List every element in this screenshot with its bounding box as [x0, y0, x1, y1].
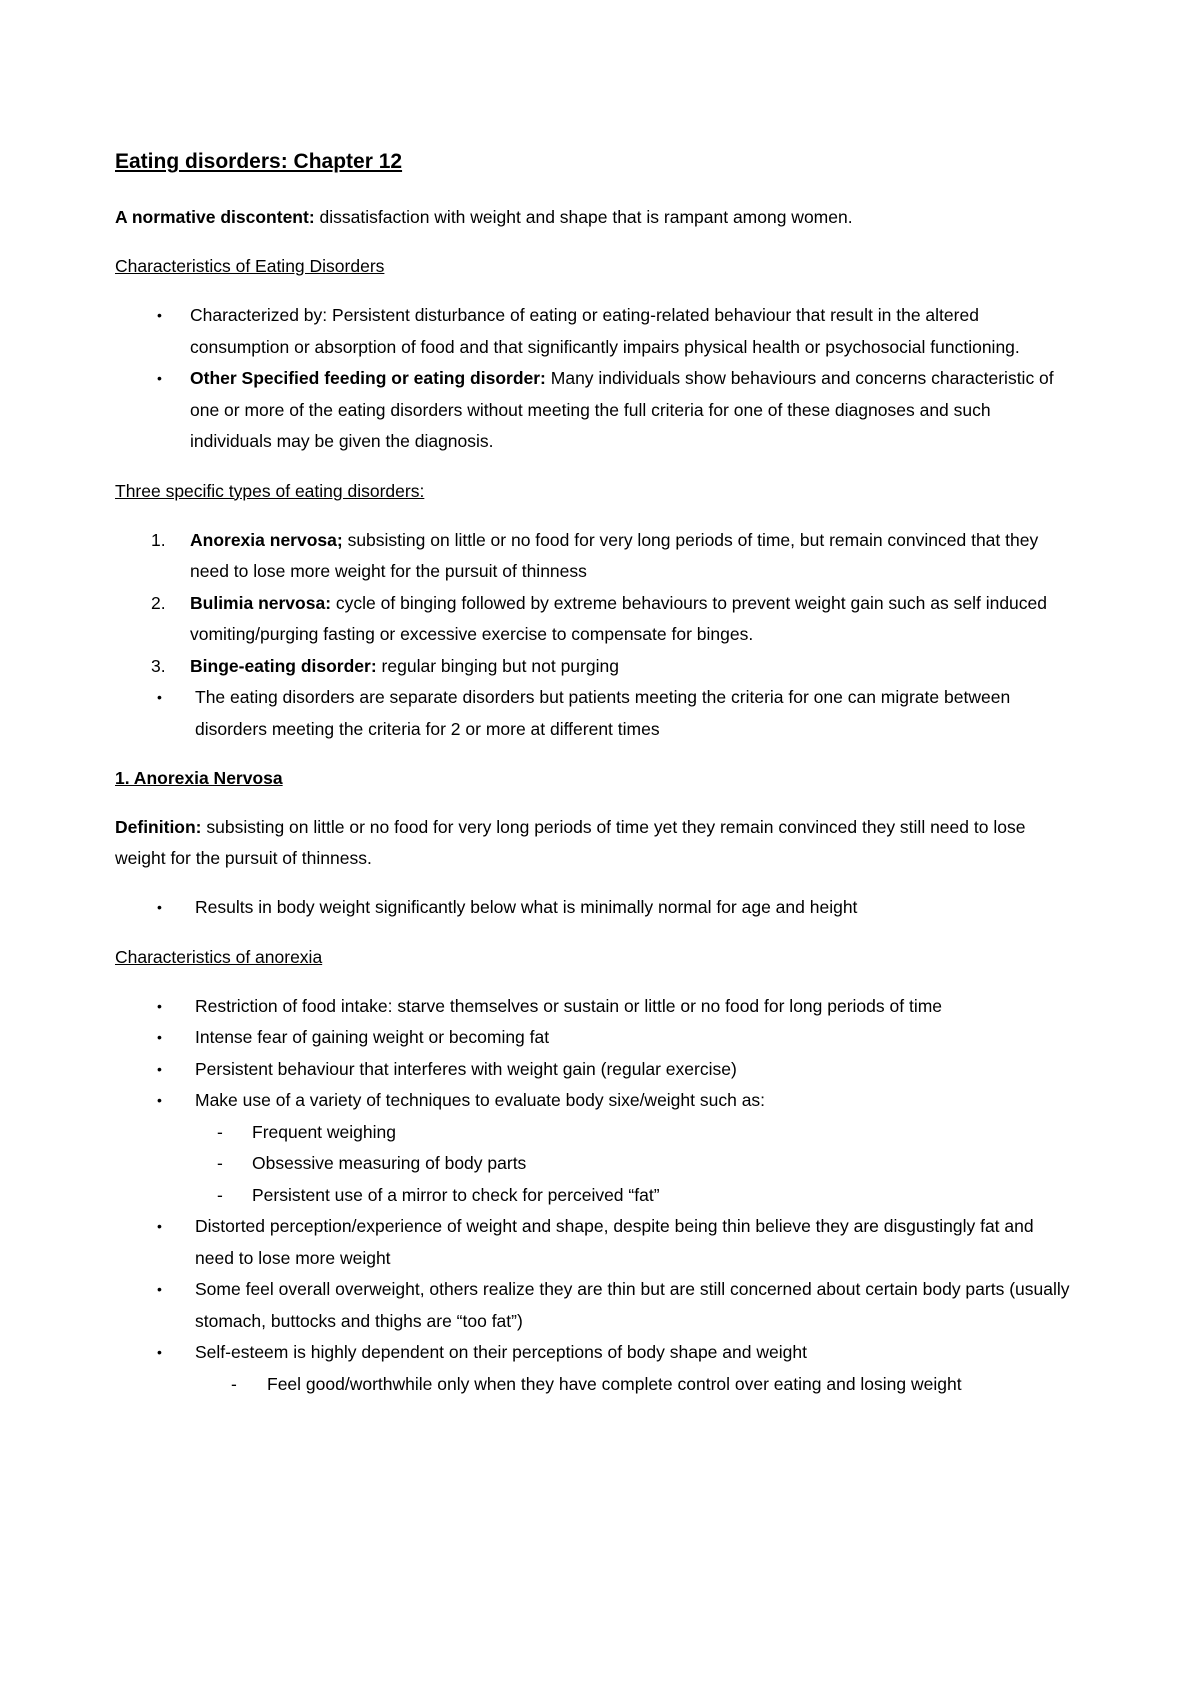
dash-marker: -	[217, 1184, 223, 1205]
list-item	[115, 892, 1075, 924]
list-item	[115, 1085, 1075, 1117]
bullet-icon: •	[157, 689, 162, 705]
item-text: Persistent disturbance of eating or eating-related behaviour that result in the altered consumption or absorption of food and that significantly impairs physical health or psychosocial functioning.	[190, 305, 1020, 357]
item-text: cycle of binging followed by extreme behaviours to prevent weight gain such as self induced vomiting/purging fasting or excessive exercise to compensate for binges.	[190, 592, 1048, 644]
normative-text: dissatisfaction with weight and shape that is rampant among women.	[314, 207, 853, 227]
item-text: Feel good/worthwhile only when they have complete control over eating and losing weight	[267, 1373, 962, 1394]
item-text: Self-esteem is highly dependent on their perceptions of body shape and weight	[195, 1342, 807, 1362]
types-note-list	[115, 682, 1075, 745]
item-label: Characterized by:	[190, 305, 328, 325]
list-item	[115, 682, 1075, 745]
list-number: 3.	[151, 655, 166, 676]
item-text: Frequent weighing	[252, 1121, 396, 1142]
definition-label: Definition:	[115, 817, 202, 837]
bullet-icon: •	[157, 1029, 162, 1045]
sub-list-item	[115, 1148, 1075, 1180]
list-item	[115, 651, 1075, 683]
bullet-icon: •	[157, 899, 162, 915]
characteristics-heading: Characteristics of Eating Disorders	[115, 256, 385, 276]
item-text: Some feel overall overweight, others realize they are thin but are still concerned about certain body parts (usually stomach, buttocks and thighs are “too fat”)	[195, 1279, 1070, 1331]
list-item	[115, 1054, 1075, 1086]
bullet-icon: •	[157, 1344, 162, 1360]
bullet-icon: •	[157, 1218, 162, 1234]
list-item	[115, 363, 1075, 458]
dash-marker: -	[217, 1121, 223, 1142]
bullet-icon: •	[157, 997, 162, 1014]
document-body	[115, 148, 1075, 1418]
item-text: Results in body weight significantly below what is minimally normal for age and height	[195, 897, 858, 917]
list-item	[115, 1211, 1075, 1274]
item-label: Binge-eating disorder:	[190, 655, 377, 676]
item-text: Many individuals show behaviours and concerns characteristic of one or more of the eating disorders without meeting the full criteria for one of these diagnoses and such individuals may be given the diagnosis.	[190, 368, 1054, 451]
bullet-icon: •	[157, 307, 162, 323]
item-label: Bulimia nervosa:	[190, 592, 332, 613]
list-number: 1.	[151, 529, 166, 550]
definition-list	[115, 892, 1075, 924]
bullet-icon: •	[157, 1281, 162, 1297]
list-item	[115, 525, 1075, 588]
anorexia-characteristics-heading: Characteristics of anorexia	[115, 946, 323, 967]
types-heading: Three specific types of eating disorders:	[115, 480, 425, 501]
bullet-icon: •	[157, 1092, 162, 1108]
item-text: Restriction of food intake: starve themselves or sustain or little or no food for long periods of time	[195, 995, 943, 1016]
list-item	[115, 588, 1075, 651]
item-text: The eating disorders are separate disorders but patients meeting the criteria for one can migrate between disorders meeting the criteria for 2 or more at different times	[195, 687, 1011, 739]
types-list	[115, 525, 1075, 683]
normative-label: A normative discontent:	[115, 207, 315, 227]
item-label: Other Specified feeding or eating disorder:	[190, 368, 546, 388]
item-text: Make use of a variety of techniques to evaluate body sixe/weight such as:	[195, 1090, 766, 1110]
dash-marker: -	[217, 1153, 223, 1173]
bullet-icon: •	[157, 1060, 162, 1077]
document-title: Eating disorders: Chapter 12	[115, 150, 403, 173]
sub-list-item	[115, 1117, 1075, 1149]
item-label: Anorexia nervosa;	[190, 529, 343, 550]
list-item	[115, 1022, 1075, 1054]
bullet-icon: •	[157, 370, 162, 386]
anorexia-characteristics-list	[115, 991, 1075, 1401]
characteristics-list	[115, 300, 1075, 458]
item-text: regular binging but not purging	[376, 655, 619, 676]
item-text: Persistent behaviour that interferes with weight gain (regular exercise)	[195, 1058, 737, 1079]
list-number: 2.	[151, 592, 166, 613]
list-item	[115, 1274, 1075, 1337]
dash-marker: -	[231, 1373, 237, 1394]
sub-list-item	[115, 1180, 1075, 1212]
sub-list-item	[115, 1369, 1075, 1401]
item-text: Persistent use of a mirror to check for perceived “fat”	[252, 1184, 660, 1205]
item-text: subsisting on little or no food for very long periods of time, but remain convinced that they need to lose more weight for the pursuit of thinness	[190, 529, 1039, 581]
definition-paragraph	[115, 812, 1075, 874]
list-item	[115, 991, 1075, 1023]
anorexia-heading: 1. Anorexia Nervosa	[115, 768, 283, 788]
item-text: Obsessive measuring of body parts	[252, 1153, 527, 1173]
item-text: Intense fear of gaining weight or becoming fat	[195, 1027, 550, 1047]
item-text: Distorted perception/experience of weight and shape, despite being thin believe they are disgustingly fat and need to lose more weight	[195, 1216, 1034, 1268]
list-item	[115, 1337, 1075, 1369]
definition-text: subsisting on little or no food for very long periods of time yet they remain convinced they still need to lose weight for the pursuit of thinness.	[115, 817, 1026, 868]
list-item	[115, 300, 1075, 363]
normative-paragraph	[115, 202, 1075, 233]
